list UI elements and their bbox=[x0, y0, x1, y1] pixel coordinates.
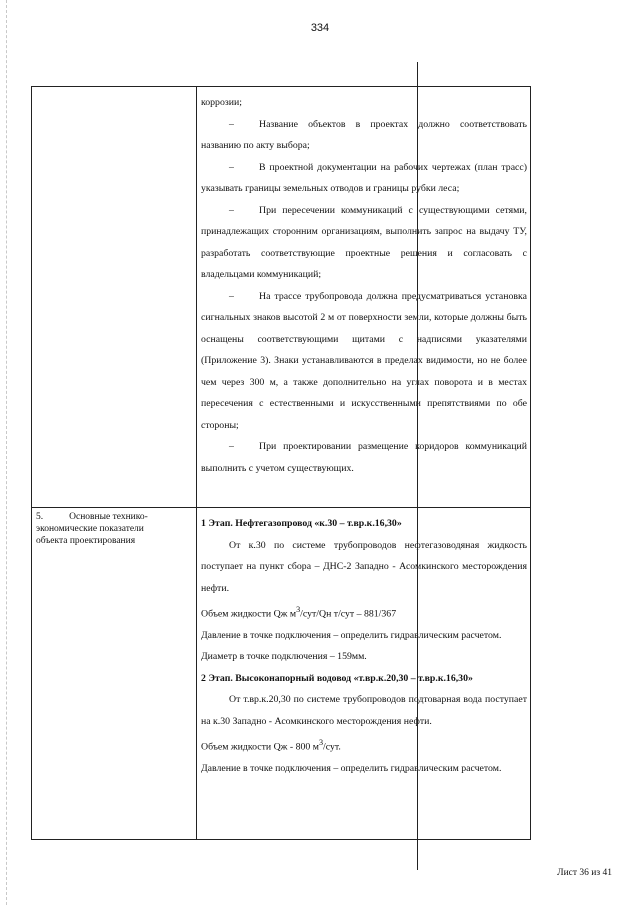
bullet-dash: – bbox=[229, 290, 234, 302]
row-heading-text: объекта проектирования bbox=[36, 536, 136, 546]
stage1-volume bbox=[201, 599, 527, 625]
row-number: 5. bbox=[36, 512, 44, 522]
scan-artifact-line bbox=[417, 62, 418, 870]
list-item bbox=[201, 157, 527, 200]
row1-left-cell bbox=[32, 87, 197, 508]
requirements-table bbox=[31, 86, 531, 840]
row1-right-cell bbox=[197, 87, 531, 508]
page-number: 334 bbox=[310, 22, 330, 34]
table-row bbox=[32, 508, 531, 840]
stage2-paragraph: От т.вр.к.20,30 по системе трубопроводов подтоварная вода поступает на к.30 Западно - Асомкинского месторождения нефти. bbox=[201, 694, 527, 727]
stage1-diameter: Диаметр в точке подключения – 159мм. bbox=[201, 651, 367, 663]
sheet-number: Лист 36 из 41 bbox=[557, 868, 612, 878]
list-item bbox=[201, 92, 527, 114]
volume-text: /сут/Qн т/сут – 881/367 bbox=[300, 608, 397, 620]
list-item-text: Название объектов в проектах должно соответствовать названию по акту выбора; bbox=[201, 118, 527, 151]
list-item-text: На трассе трубопровода должна предусматриваться установка сигнальных знаков высотой 2 м от поверхности земли, которые должны быть оснащены соответствующими щитами с надписями указателями (Приложение 3). Знаки устанавливаются в пределах видимости, но не более чем через 300 м, а также дополнительно на углах поворота и в местах пересечения с естественными и искусственными препятствиями по обе стороны; bbox=[201, 290, 527, 431]
list-item-text: В проектной документации на рабочих чертежах (план трасс) указывать границы земельных отводов и границы рубки леса; bbox=[201, 161, 527, 194]
stage2-volume bbox=[201, 732, 527, 758]
stage2-pressure: Давление в точке подключения – определить гидравлическим расчетом. bbox=[201, 763, 502, 775]
row-heading-text: экономические показатели bbox=[36, 524, 144, 534]
stage2-title: 2 Этап. Высоконапорный водовод «т.вр.к.20,30 – т.вр.к.16,30» bbox=[201, 672, 473, 684]
list-item-text: коррозии; bbox=[201, 97, 242, 108]
list-item bbox=[201, 436, 527, 479]
volume-text: /сут. bbox=[323, 741, 341, 753]
list-item-text: При пересечении коммуникаций с существующими сетями, принадлежащих сторонним организациям, выполнить запрос на выдачу ТУ, разработать соответствующие проектные решения и согласовать с владельцами коммуникаций; bbox=[201, 204, 527, 280]
bullet-dash: – bbox=[229, 204, 234, 216]
list-item bbox=[201, 114, 527, 157]
stage1-title: 1 Этап. Нефтегазопровод «к.30 – т.вр.к.16,30» bbox=[201, 518, 402, 529]
binding-edge-line bbox=[6, 0, 7, 905]
row-heading-text: Основные технико- bbox=[69, 512, 148, 522]
table-row bbox=[32, 87, 531, 508]
list-item-text: При проектировании размещение коридоров коммуникаций выполнить с учетом существующих. bbox=[201, 441, 527, 474]
list-item bbox=[201, 286, 527, 437]
row2-right-cell bbox=[197, 508, 531, 840]
superscript: 3 bbox=[318, 738, 324, 748]
volume-text: Объем жидкости Qж - 800 м bbox=[201, 741, 319, 753]
bullet-dash: – bbox=[229, 161, 234, 173]
bullet-dash: – bbox=[229, 441, 234, 452]
volume-text: Объем жидкости Qж м bbox=[201, 608, 297, 620]
stage1-pressure: Давление в точке подключения – определить гидравлическим расчетом. bbox=[201, 629, 502, 641]
row-heading-line bbox=[36, 511, 192, 523]
list-item bbox=[201, 200, 527, 286]
row2-left-cell bbox=[32, 508, 197, 840]
bullet-dash: – bbox=[229, 118, 234, 130]
stage1-paragraph: От к.30 по системе трубопроводов нефтегазоводяная жидкость поступает на пункт сбора – ДНС-2 Западно - Асомкинского месторождения нефти. bbox=[201, 539, 527, 594]
superscript: 3 bbox=[296, 605, 301, 614]
